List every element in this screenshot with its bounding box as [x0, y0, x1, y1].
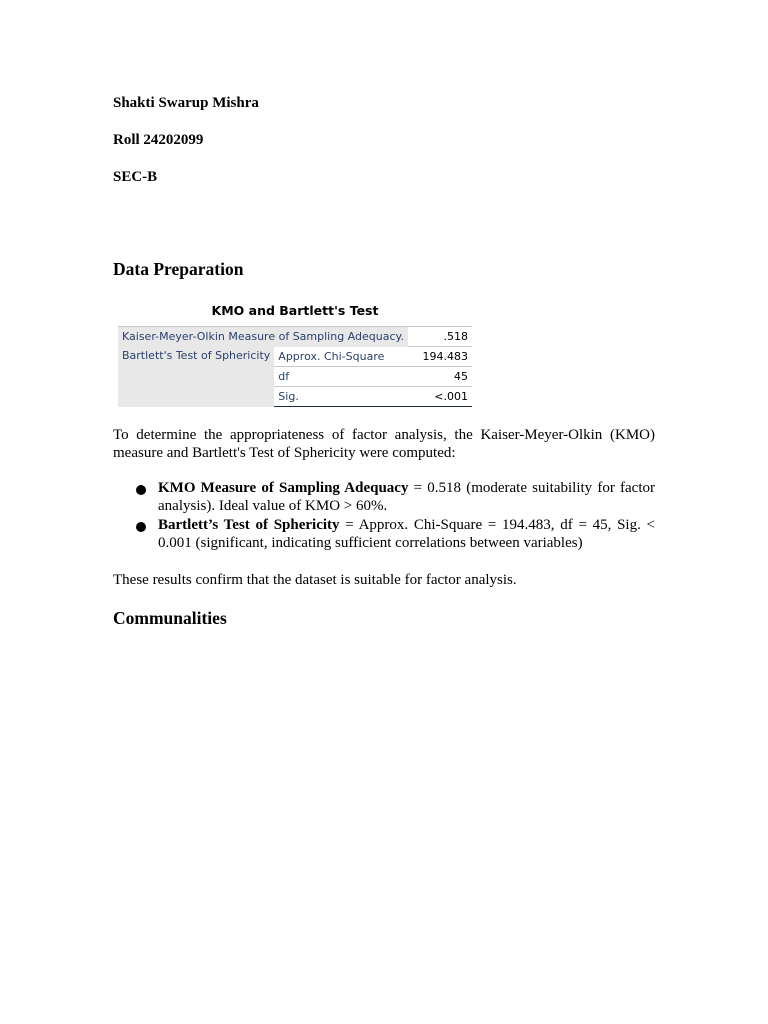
kmo-table: [118, 326, 472, 407]
bartlett-label: Bartlett's Test of Sphericity: [118, 347, 274, 407]
list-item: [133, 516, 655, 552]
bullet-icon: [136, 522, 146, 532]
bullet-text: = 0.518 (moderate suitability for factor analysis). Ideal value of KMO > 60%.: [158, 480, 655, 514]
chi-square-value: 194.483: [408, 347, 472, 367]
roll-number: Roll 24202099: [113, 132, 204, 148]
sig-value: <.001: [408, 387, 472, 407]
section-label: SEC-B: [113, 169, 158, 185]
kmo-label: Kaiser-Meyer-Olkin Measure of Sampling Adequacy.: [118, 327, 408, 347]
table-row: [118, 327, 472, 347]
table-title: KMO and Bartlett's Test: [211, 303, 379, 318]
list-item: [133, 479, 655, 515]
kmo-bartlett-table: [118, 302, 472, 407]
kmo-value: .518: [408, 327, 472, 347]
bullet-text: = Approx. Chi-Square = 194.483, df = 45, Sig. < 0.001 (significant, indicating sufficient correlations between variables): [158, 517, 656, 551]
bullet-icon: [136, 485, 146, 495]
conclusion-paragraph: These results confirm that the dataset is suitable for factor analysis.: [113, 572, 517, 588]
student-name: Shakti Swarup Mishra: [113, 95, 259, 111]
df-value: 45: [408, 367, 472, 387]
heading-data-preparation: Data Preparation: [113, 259, 244, 279]
sig-label: Sig.: [274, 387, 408, 407]
bullet-list: [133, 479, 655, 553]
bullet-bold: Bartlett’s Test of Sphericity: [158, 517, 340, 533]
heading-communalities: Communalities: [113, 608, 227, 628]
df-label: df: [274, 367, 408, 387]
table-row: [118, 347, 472, 367]
intro-paragraph: To determine the appropriateness of factor analysis, the Kaiser-Meyer-Olkin (KMO) measure and Bartlett's Test of Sphericity were computed:: [113, 427, 655, 461]
bullet-bold: KMO Measure of Sampling Adequacy: [158, 480, 409, 496]
chi-square-label: Approx. Chi-Square: [274, 347, 408, 367]
